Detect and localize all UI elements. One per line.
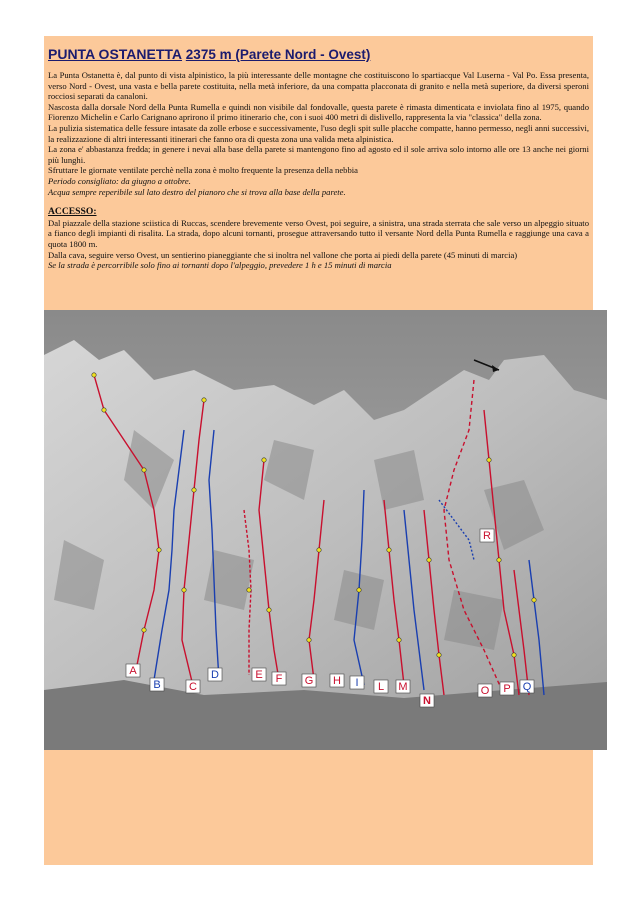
route-label-b: B [153, 679, 161, 691]
belay-point [487, 458, 491, 462]
route-label-a: A [129, 665, 137, 677]
route-label-p: P [503, 683, 511, 695]
belay-point [247, 588, 251, 592]
belay-point [262, 458, 266, 462]
route-label-d: D [211, 669, 219, 681]
route-label-g: G [304, 675, 314, 687]
route-label-e: E [255, 669, 263, 681]
belay-point [102, 408, 106, 412]
belay-point [157, 548, 161, 552]
route-label-i: I [355, 677, 359, 689]
access-heading: ACCESSO: [48, 206, 97, 218]
belay-point [202, 398, 206, 402]
belay-point [192, 488, 196, 492]
belay-point [397, 638, 401, 642]
belay-point [512, 653, 516, 657]
access-paragraph: Dalla cava, seguire verso Ovest, un sentierino pianeggiante che si inoltra nel vallone che porta ai piedi della parete (45 minuti di marcia) [48, 249, 518, 260]
peak-subtitle: 2375 m (Parete Nord - Ovest) [185, 47, 371, 62]
belay-point [532, 598, 536, 602]
intro-paragraph: La Punta Ostanetta è, dal punto di vista alpinistico, la più interessante delle montagne che costituiscono lo spartiacque Val Luserna - Val Po. Essa presenta, verso Nord - Ovest, una vasta e bella parete costituita, nella metà inferiore, da una compatta placconata di granito e nella metà superiore, da diversi speroni rocciosi separati da canaloni. [48, 70, 589, 102]
intro-text [48, 70, 589, 271]
belay-point [92, 373, 96, 377]
peak-name: PUNTA OSTANETTA [48, 46, 183, 62]
access-paragraph: Dal piazzale della stazione sciistica di Ruccas, scendere brevemente verso Ovest, poi seguire, a sinistra, una strada sterrata che sale verso un alpeggio situato a fianco degli impianti di risalita. La strada, dopo alcuni tornanti, prosegue attraversando tutto il versante Nord della Punta Rumella e raggiunge una cava a quota 1800 m. [48, 217, 589, 249]
route-label-n: N [423, 695, 431, 707]
page-title [48, 46, 370, 62]
access-note: Se la strada è percorribile solo fino ai tornanti dopo l'alpeggio, prevedere 1 h e 15 minuti di marcia [48, 260, 392, 271]
season-note: Periodo consigliato: da giugno a ottobre. [48, 175, 191, 186]
page-sheet [44, 36, 593, 865]
water-note: Acqua sempre reperibile sul lato destro del pianoro che si trova alla base della parete. [48, 186, 346, 197]
route-label-q: Q [522, 681, 532, 693]
belay-point [142, 628, 146, 632]
belay-point [182, 588, 186, 592]
route-label-h: H [333, 675, 341, 687]
belay-point [357, 588, 361, 592]
belay-point [267, 608, 271, 612]
belay-point [497, 558, 501, 562]
route-label-o: O [480, 685, 490, 697]
route-label-m: M [398, 681, 408, 693]
route-label-f: F [275, 673, 283, 685]
belay-point [427, 558, 431, 562]
intro-paragraph: La pulizia sistematica delle fessure intasate da zolle erbose e successivamente, l'uso degli spit sulle placche compatte, hanno permesso, negli anni successivi, la realizzazione di altri interessanti itinerari che fanno ora di questa zona una valida meta alpinistica. [48, 122, 589, 144]
belay-point [307, 638, 311, 642]
route-topo-photo [44, 310, 607, 750]
route-label-l: L [377, 681, 385, 693]
belay-point [142, 468, 146, 472]
belay-point [437, 653, 441, 657]
intro-paragraph: Nascosta dalla dorsale Nord della Punta Rumella e quindi non visibile dal fondovalle, questa parete è rimasta dimenticata e inviolata fino al 1975, quando Fiorenzo Michelin e Carlo Carignano aprirono il primo itinerario che, con i suoi 400 metri di dislivello, rappresenta la via "classica" della zona. [48, 101, 589, 123]
route-label-c: C [189, 681, 197, 693]
belay-point [317, 548, 321, 552]
intro-paragraph: La zona e' abbastanza fredda; in genere i nevai alla base della parete si mantengono fino ad agosto ed il sole arriva solo intorno alle ore 13 anche nei giorni più lunghi. [48, 144, 589, 165]
intro-paragraph: Sfruttare le giornate ventilate perchè nella zona è molto frequente la presenza della nebbia [48, 165, 358, 176]
belay-point [387, 548, 391, 552]
route-label-r: R [483, 530, 491, 542]
